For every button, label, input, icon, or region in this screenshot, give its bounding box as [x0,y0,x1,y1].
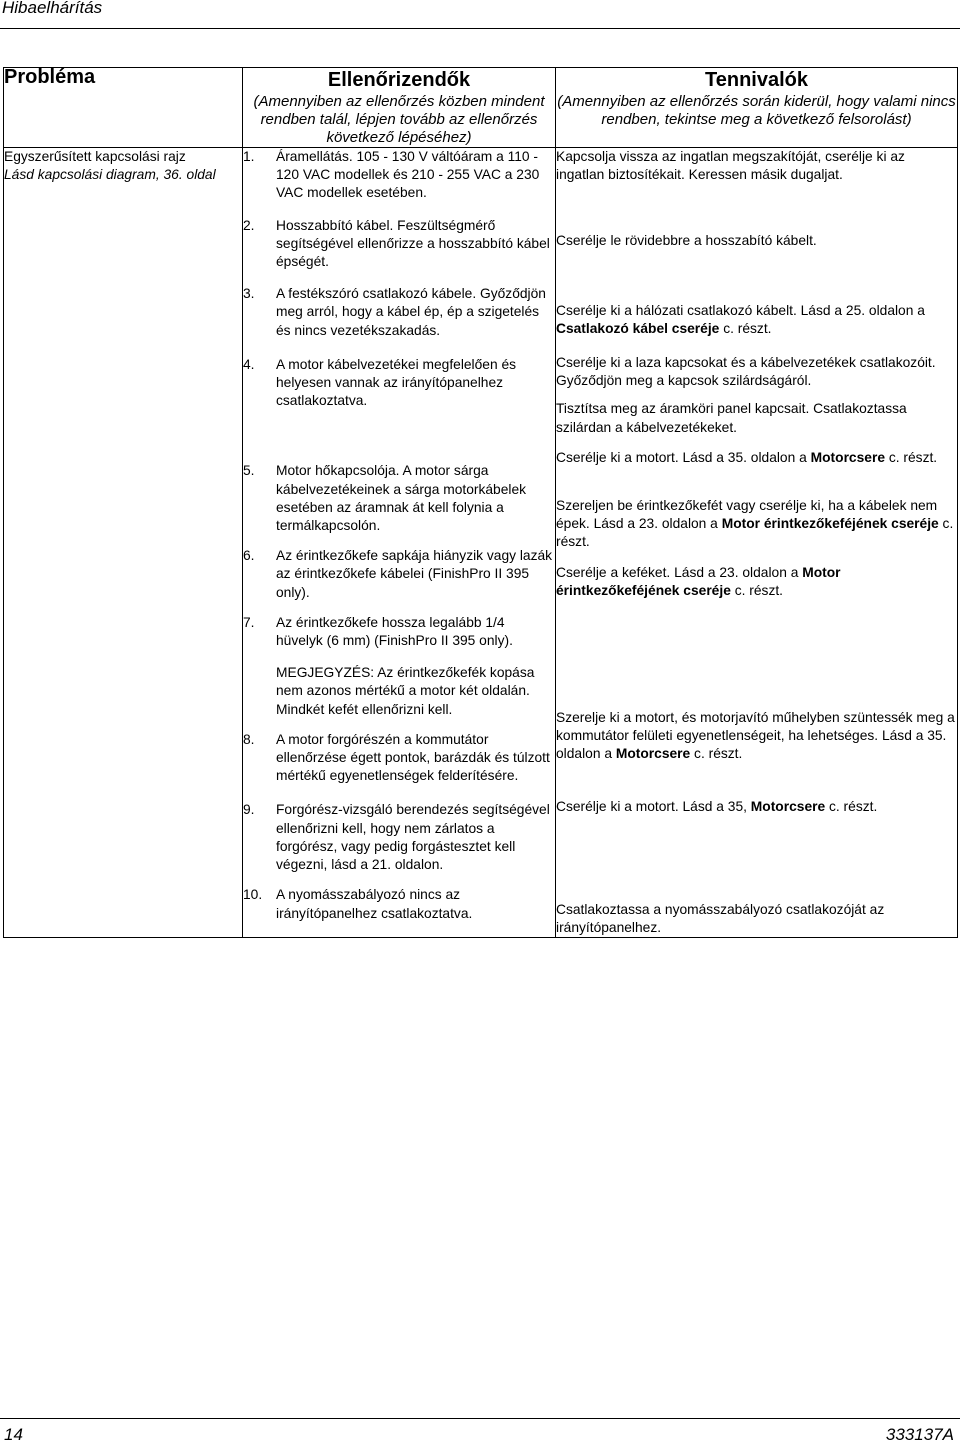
table-header-row [4,68,958,148]
check-step [243,356,555,411]
header-rule [0,28,960,29]
action-text: Cserélje ki a laza kapcsokat és a kábelvezetékek csatlakozóit. Győződjön meg a kapcsok szilárdságáról. [556,355,936,389]
action-text-part: Cserélje ki a hálózati csatlakozó kábelt. Lásd a 25. oldalon a [556,302,925,318]
table-row [4,148,958,938]
action-text-part: c. részt. [690,746,743,762]
action-text [556,564,957,600]
problem-cell [4,148,243,938]
action-text [556,302,957,338]
checks-cell [243,148,556,938]
col-header-checks [243,68,556,148]
check-step-text: A festékszóró csatlakozó kábele. Győződjön meg arról, hogy a kábel ép, ép a szigetelés és nincs vezetékszakadás. [276,286,546,338]
check-step-number: 4. [243,356,255,372]
action-text: Kapcsolja vissza az ingatlan megszakítóját, cserélje ki az ingatlan biztosítékait. Keressen másik dugaljat. [556,149,905,183]
col-header-checks-subtitle: (Amennyiben az ellenőrzés közben mindent rendben talál, lépjen tovább az ellenőrzés következő lépéséhez) [253,93,545,146]
col-header-actions [556,68,958,148]
problem-name: Egyszerűsített kapcsolási rajz [4,149,186,164]
check-step-text: Hosszabbító kábel. Feszültségmérő segítségével ellenőrizze a hosszabbító kábel épségét. [276,217,550,270]
action-text-part: Cserélje ki a motort. Lásd a 35, [556,798,751,814]
action-text [556,449,957,467]
check-step [243,462,555,535]
section-reference: Csatlakozó kábel cseréje [556,320,720,336]
col-header-problem: Probléma [4,68,243,148]
check-step [243,886,555,922]
check-step [243,547,555,602]
action-text-part: Szerelje ki a motort, és motorjavító műhelyben szüntessék meg a kommutátor felületi egyenetlenségeit, ha lehetséges. Lásd a 35. oldalon a [556,710,955,762]
section-reference: Motor érintkezőkeféjének cseréje [721,516,939,532]
action-text-part: c. részt. [719,320,772,336]
check-step-number: 5. [243,463,255,479]
note-text: MEGJEGYZÉS: Az érintkezőkefék kopása nem azonos mértékű a motor két oldalán. Mindkét kefét ellenőrizni kell. [276,665,535,717]
check-step-text: Áramellátás. 105 - 130 V váltóáram a 110 - 120 VAC modellek és 210 - 255 VAC a 230 VAC modellek esetében. [276,149,540,201]
col-header-checks-title: Ellenőrizendők [327,69,471,91]
check-step-number: 6. [243,548,255,564]
section-reference: Motor érintkezőkeféjének cseréje [556,564,841,598]
col-header-actions-title: Tennivalók [705,69,808,91]
check-step-text: Az érintkezőkefe sapkája hiányzik vagy lazák az érintkezőkefe kábelei (FinishPro II 395 only). [276,548,553,600]
action-text-part: c. részt. [556,516,954,550]
check-step [243,217,555,272]
section-reference: Motorcsere [750,798,826,814]
action-text-part: c. részt. [885,449,938,465]
check-step-number: 8. [243,731,255,747]
action-text-part: c. részt. [730,582,784,598]
page-number: 14 [4,1425,23,1444]
section-reference: Motorcsere [810,449,885,465]
action-text-part: Cserélje a keféket. Lásd a 23. oldalon a [556,564,803,580]
check-step [243,614,555,650]
check-step-number: 9. [243,802,255,818]
actions-cell [556,148,958,938]
document-number: 333137A [885,1425,954,1444]
footer-rule [0,1418,960,1419]
section-reference: Motorcsere [615,746,691,762]
page-header-title: Hibaelhárítás [2,0,103,17]
check-step-text: A motor forgórészén a kommutátor ellenőrzése égett pontok, barázdák és túlzott mértékű egyenetlenségek felderítésére. [276,731,550,784]
check-step-text: Az érintkezőkefe hossza legalább 1/4 hüvelyk (6 mm) (FinishPro II 395 only). [276,614,513,649]
check-step-text: A nyomásszabályozó nincs az irányítópanelhez csatlakoztatva. [276,887,473,921]
action-text [556,497,957,552]
check-step-number: 3. [243,286,255,302]
problem-reference: Lásd kapcsolási diagram, 36. oldal [4,167,216,183]
action-text-part: c. részt. [825,798,878,814]
action-text-part: Szereljen be érintkezőkefét vagy cserélje ki, ha a kábelek nem épek. Lásd a 23. oldalon a [556,498,938,532]
check-step-number: 10. [243,887,263,903]
action-text [556,798,957,816]
check-step-text: Forgórész-vizsgáló berendezés segítségével ellenőrizni kell, hogy nem zárlatos a forgórész, vagy pedig forgástesztet kell végezni, lásd a 21. oldalon. [276,802,550,873]
action-text: Csatlakoztassa a nyomásszabályozó csatlakozóját az irányítópanelhez. [556,901,885,936]
check-step [243,148,555,203]
col-header-actions-subtitle: (Amennyiben az ellenőrzés során kiderül, hogy valami nincs rendben, tekintse meg a következő felsorolást) [557,93,956,128]
check-step-number: 2. [243,217,255,233]
action-text-part: Cserélje ki a motort. Lásd a 35. oldalon a [556,449,811,465]
action-text [556,709,957,764]
troubleshooting-table [3,67,958,938]
action-text: Tisztítsa meg az áramköri panel kapcsait. Csatlakoztassa szilárdan a kábelvezetékeket. [556,401,907,435]
check-step [243,285,555,340]
check-step-number: 7. [243,614,255,630]
check-step [243,731,555,786]
check-step-number: 1. [243,149,255,164]
check-step-text: A motor kábelvezetékei megfelelően és helyesen vannak az irányítópanelhez csatlakoztatva. [276,356,517,409]
check-step [243,801,555,874]
action-text: Cserélje le rövidebbre a hosszabító kábelt. [556,233,817,249]
check-step-text: Motor hőkapcsolója. A motor sárga kábelvezetékeinek a sárga motorkábelek esetében az áramnak át kell folynia a termálkapcsolón. [276,463,527,534]
